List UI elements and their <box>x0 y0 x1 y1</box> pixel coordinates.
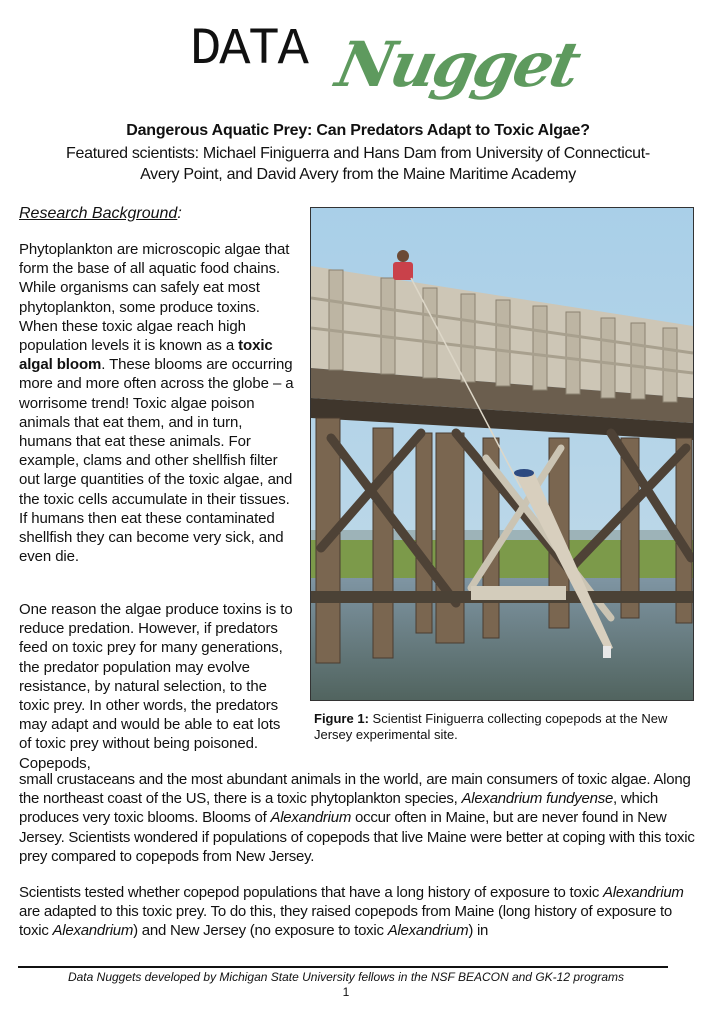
text-run: Phytoplankton are microscopic algae that form the base of all aquatic food chains. While organisms can safely eat most phytoplankton, some produce toxins. When these toxic algae reach high population levels it is known as a <box>19 241 290 355</box>
paragraph-background-3 <box>19 883 701 941</box>
species-epithet: fundyense <box>546 790 614 808</box>
genus-name: Alexandrium <box>387 922 469 940</box>
paragraph-background-2-narrow: One reason the algae produce toxins is to reduce predation. However, if predators feed on toxic prey for many generations, the predator population may evolve resistance, by natural selection, to the toxic prey. In other words, the predators may adapt and would be able to eat lots of toxic prey without being poisoned. Copepods, <box>19 601 293 772</box>
text-run: ) and New Jersey (no exposure to toxic <box>133 922 388 940</box>
subtitle-line-1: Featured scientists: Michael Finiguerra and Hans Dam from University of Connecticut- <box>66 145 650 162</box>
figure-1-photo <box>310 207 694 701</box>
logo-word-data: DATA <box>190 20 307 79</box>
figure-1-caption <box>314 711 704 743</box>
data-nugget-logo <box>190 14 585 114</box>
text-run: small crustaceans and the most abundant animals in the world, are main consumers of toxic algae. Along the northeast coast of the US, there is a toxic phytoplankton species, <box>19 771 691 808</box>
document-title: Dangerous Aquatic Prey: Can Predators Adapt to Toxic Algae? <box>126 122 590 139</box>
page-number: 1 <box>342 985 350 999</box>
section-heading-research-background <box>19 205 182 223</box>
paragraph-background-1 <box>19 240 294 566</box>
footer-divider <box>18 966 668 968</box>
section-heading-text: Research Background <box>19 205 178 222</box>
pier-photo-illustration <box>311 208 693 700</box>
text-run: are adapted to this toxic prey. To do this, they raised copepods from Maine (long history of exposure to toxic <box>19 903 672 940</box>
text-run: ) in <box>468 922 489 940</box>
text-run: occur often in Maine, but are never found in New Jersey. Scientists wondered if populations of copepods that live Maine were better at coping with this toxic prey compared to copepods from New Jersey. <box>19 809 695 865</box>
genus-name: Alexandrium <box>270 809 352 827</box>
genus-name: Alexandrium <box>52 922 134 940</box>
bold-term-toxic-algal-bloom: toxic algal bloom <box>19 337 273 374</box>
species-genus: Alexandrium <box>461 790 543 808</box>
text-run: . These blooms are occurring more and more often across the globe – a worrisome trend! Toxic algae poison animals that eat them, and in turn, humans that eat these animals. For example, clams and other shellfish filter out large quantities of the toxic algae, and the toxic cells accumulate in their tissues. If humans then eat these contaminated shellfish they can become very sick, and even die. <box>19 356 294 566</box>
paragraph-background-2-wide <box>19 770 701 866</box>
text-run: , which produces very toxic blooms. Blooms of <box>19 790 658 827</box>
text-run: Scientists tested whether copepod populations that have a long history of exposure to toxic <box>19 884 604 901</box>
figure-caption-text: Scientist Finiguerra collecting copepods at the New Jersey experimental site. <box>314 711 668 742</box>
figure-label: Figure 1: <box>314 711 369 726</box>
footer-credit: Data Nuggets developed by Michigan State University fellows in the NSF BEACON and GK-12 programs <box>67 970 625 984</box>
section-heading-colon: : <box>177 205 182 222</box>
logo-word-nugget: Nugget <box>330 28 585 101</box>
subtitle-line-2: Avery Point, and David Avery from the Maine Maritime Academy <box>140 166 576 183</box>
featured-scientists <box>20 143 696 185</box>
genus-name: Alexandrium <box>603 884 684 901</box>
